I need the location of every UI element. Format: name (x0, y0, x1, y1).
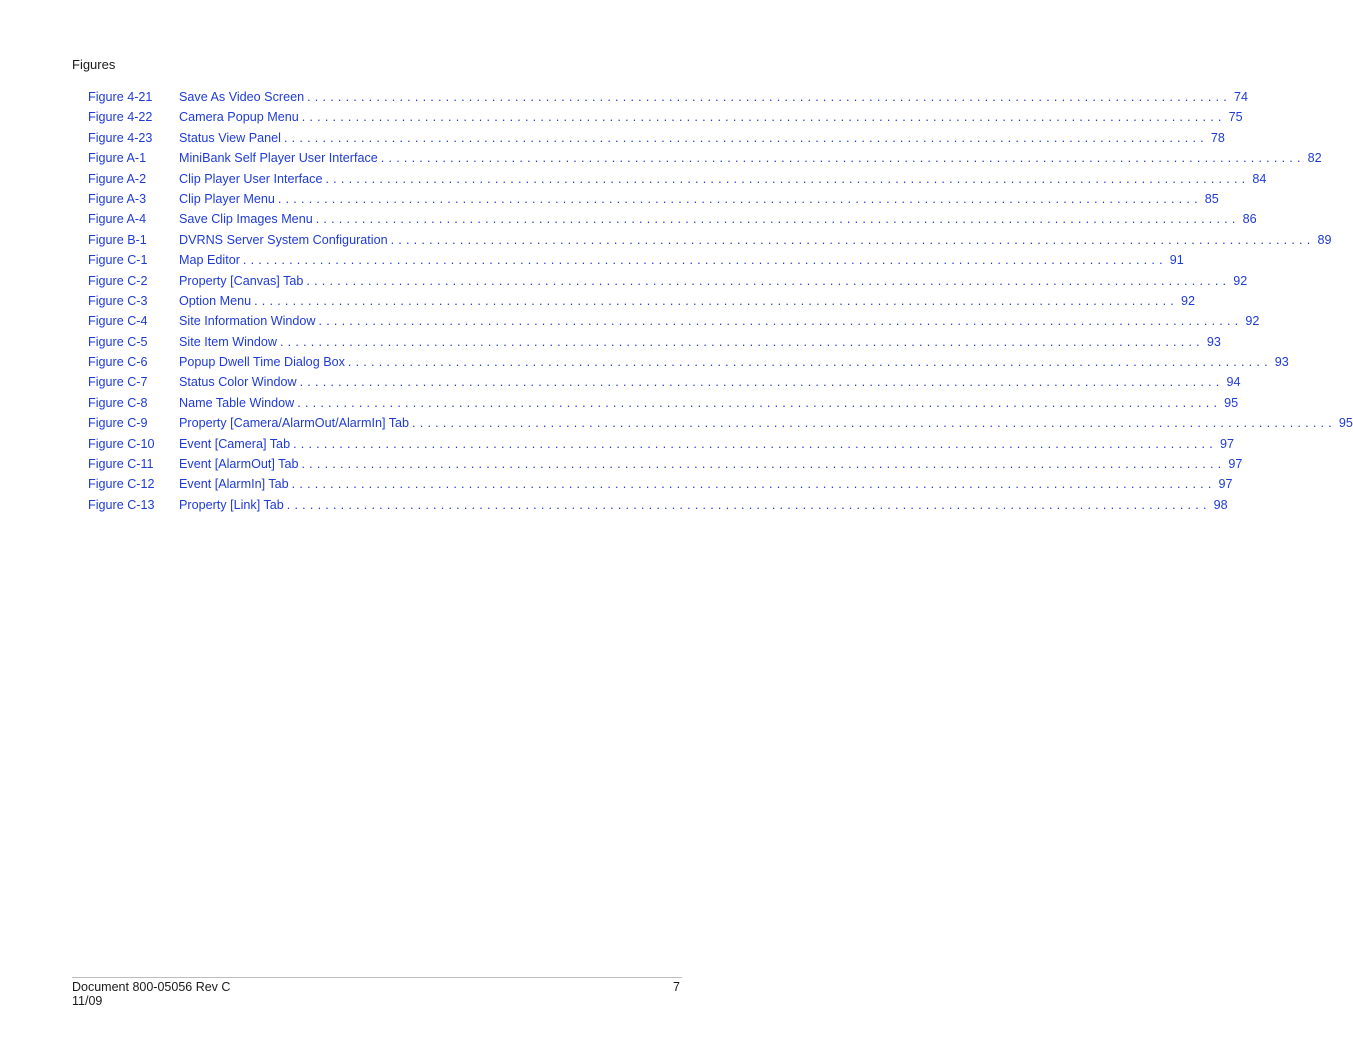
figure-number[interactable]: Figure B-1 (88, 232, 147, 247)
footer-document-info (72, 980, 230, 1008)
page-number[interactable]: 92 (1180, 293, 1195, 308)
page-number[interactable]: 97 (1219, 436, 1234, 451)
figure-title[interactable]: Clip Player Menu (179, 191, 275, 206)
dot-leader: ........................................................................................................................ (325, 171, 1250, 186)
page-number[interactable]: 74 (1233, 90, 1248, 104)
figure-title[interactable]: Status View Panel (179, 130, 281, 145)
page-number[interactable]: 97 (1218, 477, 1233, 492)
toc-entry[interactable] (88, 334, 1221, 355)
figure-number[interactable]: Figure C-7 (88, 375, 148, 390)
page-number[interactable]: 78 (1210, 130, 1225, 145)
toc-entry[interactable] (88, 232, 1332, 253)
figure-title[interactable]: DVRNS Server System Configuration (179, 232, 388, 247)
figure-number[interactable]: Figure C-4 (88, 314, 148, 329)
footer-divider (72, 977, 682, 978)
page-number[interactable]: 93 (1274, 355, 1289, 370)
dot-leader: ........................................................................................................................ (291, 477, 1216, 492)
figure-number[interactable]: Figure C-13 (88, 497, 155, 512)
toc-entry[interactable] (88, 416, 1353, 436)
figure-number[interactable]: Figure C-1 (88, 253, 148, 268)
page-number[interactable]: 89 (1317, 232, 1332, 247)
figure-number[interactable]: Figure C-11 (88, 457, 154, 472)
toc-entry[interactable] (88, 90, 1248, 110)
figure-title[interactable]: Property [Camera/AlarmOut/AlarmIn] Tab (179, 416, 410, 431)
dot-leader: ........................................................................................................................ (299, 375, 1224, 390)
figure-number[interactable]: Figure C-6 (88, 355, 148, 370)
figure-title[interactable]: Property [Canvas] Tab (179, 273, 304, 288)
figure-title[interactable]: Status Color Window (179, 375, 297, 390)
figure-number[interactable]: Figure 4-22 (88, 110, 153, 125)
dot-leader: ........................................................................................................................ (283, 130, 1208, 145)
figure-number[interactable]: Figure C-9 (88, 416, 148, 431)
toc-entry[interactable] (88, 253, 1184, 273)
toc-entry[interactable] (88, 477, 1233, 497)
dot-leader: ........................................................................................................................ (301, 110, 1226, 125)
figure-title[interactable]: Name Table Window (179, 395, 295, 410)
figure-title[interactable]: Save Clip Images Menu (179, 212, 313, 227)
figure-number[interactable]: Figure C-12 (88, 477, 155, 492)
figure-number[interactable]: Figure A-4 (88, 212, 147, 227)
figure-number[interactable]: Figure C-3 (88, 293, 148, 308)
page-number[interactable]: 95 (1224, 395, 1239, 410)
dot-leader: ........................................................................................................................ (380, 151, 1305, 166)
toc-entry[interactable] (88, 395, 1239, 416)
dot-leader: ........................................................................................................................ (254, 293, 1178, 308)
figure-title[interactable]: Property [Link] Tab (179, 497, 284, 512)
dot-leader: ........................................................................................................................ (307, 90, 1231, 104)
toc-entry[interactable] (88, 273, 1248, 294)
footer-document-number: Document 800-05056 Rev C (72, 980, 231, 994)
dot-leader: ........................................................................................................................ (297, 395, 1222, 410)
dot-leader: ........................................................................................................................ (242, 253, 1167, 268)
toc-entry[interactable] (88, 436, 1234, 457)
page-number[interactable]: 91 (1169, 253, 1184, 268)
page-number[interactable]: 92 (1233, 273, 1248, 288)
dot-leader: ........................................................................................................................ (347, 355, 1272, 370)
footer-date: 11/09 (72, 994, 103, 1008)
figure-title[interactable]: Site Item Window (179, 334, 277, 349)
figure-list (88, 90, 1353, 518)
toc-entry[interactable] (88, 151, 1322, 171)
figure-number[interactable]: Figure 4-21 (88, 90, 153, 104)
dot-leader: ........................................................................................................................ (412, 416, 1336, 431)
page-number[interactable]: 92 (1245, 314, 1260, 329)
toc-entry[interactable] (88, 497, 1228, 518)
page-number[interactable]: 97 (1228, 457, 1243, 472)
toc-entry[interactable] (88, 171, 1267, 192)
toc-entry[interactable] (88, 457, 1243, 477)
page-number[interactable]: 86 (1242, 212, 1257, 227)
figure-number[interactable]: Figure C-10 (88, 436, 155, 451)
toc-entry[interactable] (88, 293, 1195, 314)
dot-leader: ........................................................................................................................ (318, 314, 1243, 329)
footer-page-number: 7 (673, 980, 680, 994)
figure-title[interactable]: Site Information Window (179, 314, 316, 329)
page-number[interactable]: 84 (1252, 171, 1267, 186)
figure-number[interactable]: Figure C-5 (88, 334, 148, 349)
dot-leader: ........................................................................................................................ (293, 436, 1217, 451)
page-header: Figures (72, 57, 116, 72)
page-number[interactable]: 94 (1226, 375, 1241, 390)
dot-leader: ........................................................................................................................ (301, 457, 1226, 472)
page-number[interactable]: 85 (1204, 191, 1219, 206)
dot-leader: ........................................................................................................................ (315, 212, 1240, 227)
dot-leader: ........................................................................................................................ (306, 273, 1231, 288)
figure-title[interactable]: Event [AlarmIn] Tab (179, 477, 289, 492)
figure-title[interactable]: Event [Camera] Tab (179, 436, 291, 451)
figure-number[interactable]: Figure A-1 (88, 151, 147, 166)
figure-number[interactable]: Figure C-8 (88, 395, 148, 410)
toc-entry[interactable] (88, 212, 1257, 232)
dot-leader: ........................................................................................................................ (279, 334, 1204, 349)
page-number[interactable]: 93 (1206, 334, 1221, 349)
figure-title[interactable]: Camera Popup Menu (179, 110, 299, 125)
figure-number[interactable]: Figure C-2 (88, 273, 148, 288)
figure-title[interactable]: Event [AlarmOut] Tab (179, 457, 299, 472)
page-number[interactable]: 95 (1338, 416, 1353, 431)
dot-leader: ........................................................................................................................ (277, 191, 1202, 206)
figure-title[interactable]: MiniBank Self Player User Interface (179, 151, 378, 166)
figure-title[interactable]: Map Editor (179, 253, 240, 268)
page-number[interactable]: 75 (1228, 110, 1243, 125)
toc-entry[interactable] (88, 355, 1289, 375)
toc-entry[interactable] (88, 130, 1225, 151)
figure-number[interactable]: Figure 4-23 (88, 130, 153, 145)
toc-entry[interactable] (88, 110, 1243, 130)
figure-title[interactable]: Popup Dwell Time Dialog Box (179, 355, 345, 370)
figure-title[interactable]: Option Menu (179, 293, 252, 308)
figure-title[interactable]: Save As Video Screen (179, 90, 305, 104)
figure-number[interactable]: Figure A-2 (88, 171, 147, 186)
toc-entry[interactable] (88, 191, 1219, 212)
toc-entry[interactable] (88, 375, 1241, 395)
dot-leader: ........................................................................................................................ (286, 497, 1211, 512)
toc-entry[interactable] (88, 314, 1260, 334)
dot-leader: ........................................................................................................................ (390, 232, 1315, 247)
figure-title[interactable]: Clip Player User Interface (179, 171, 323, 186)
figure-number[interactable]: Figure A-3 (88, 191, 147, 206)
page-number[interactable]: 82 (1307, 151, 1322, 166)
page-number[interactable]: 98 (1213, 497, 1228, 512)
